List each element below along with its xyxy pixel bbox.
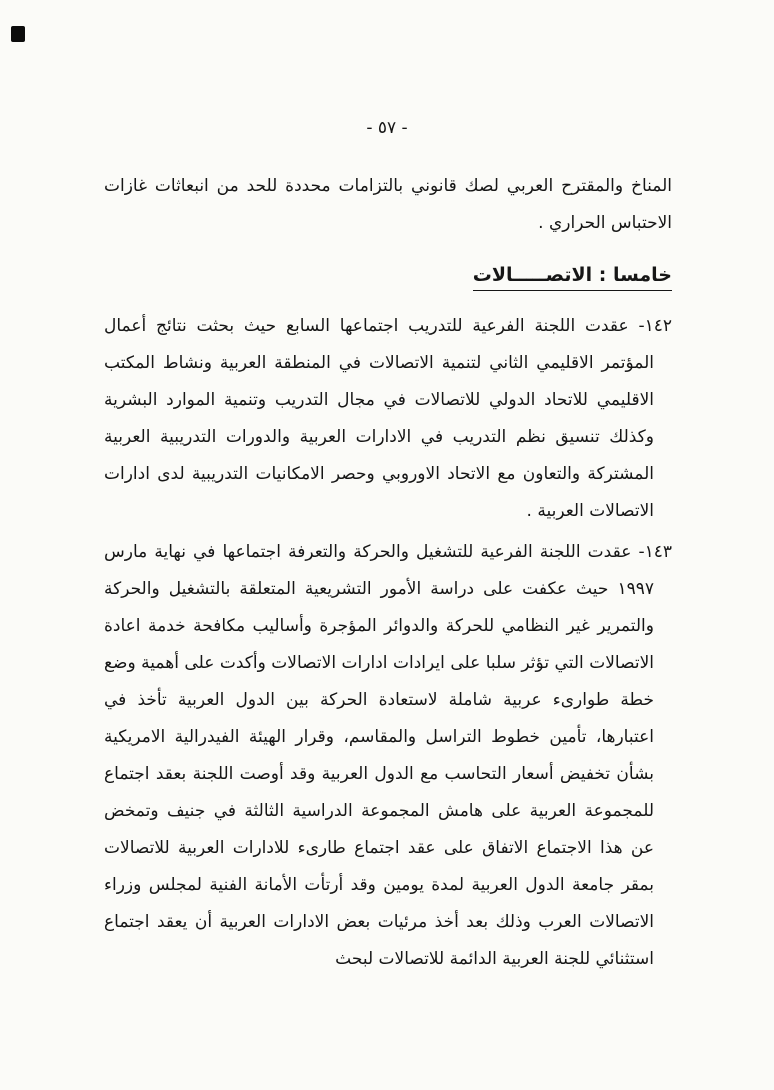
page-number: - ٥٧ - [366, 118, 408, 138]
section-heading-text: خامسا : الاتصـــــالات [473, 264, 672, 291]
paragraph-number: ١٤٢- [638, 316, 672, 336]
intro-paragraph: المناخ والمقترح العربي لصك قانوني بالتزامات محددة للحد من انبعاثات غازات الاحتباس الحراري . [104, 176, 672, 233]
numbered-paragraph [104, 308, 672, 530]
section-heading [104, 258, 672, 292]
scan-artifact-mark [11, 26, 25, 42]
paragraph-text: عقدت اللجنة الفرعية للتدريب اجتماعها السابع حيث بحثت نتائج أعمال المؤتمر الاقليمي الثاني لتنمية الاتصالات في المنطقة العربية ونشاط المكتب الاقليمي للاتحاد الدولي للاتصالات في مجال التدريب وتنمية الموارد البشرية وكذلك تنسيق نظم التدريب في الادارات العربية والدورات التدريبية العربية المشتركة والتعاون مع الاتحاد الاوروبي وحصر الامكانيات التدريبية لدى ادارات الاتصالات العربية . [104, 316, 654, 521]
numbered-paragraph [104, 534, 672, 978]
paragraph-text: عقدت اللجنة الفرعية للتشغيل والحركة والتعرفة اجتماعها في نهاية مارس ١٩٩٧ حيث عكفت على دراسة الأمور التشريعية المتعلقة بالتشغيل والحركة والتمرير غير النظامي للحركة والدوائر المؤجرة وأساليب مكافحة خدمة اعادة الاتصالات التي تؤثر سلبا على ايرادات ادارات الاتصالات وأكدت على أهمية وضع خطة طوارىء عربية شاملة لاستعادة الحركة بين الدول العربية تأخذ في اعتبارها، تأمين خطوط التراسل والمقاسم، وقرار الهيئة الفيدرالية الامريكية بشأن تخفيض أسعار التحاسب مع الدول العربية وقد أوصت اللجنة بعقد اجتماع للمجموعة العربية على هامش المجموعة الدراسية الثالثة في جنيف وتمخض عن هذا الاجتماع الاتفاق على عقد اجتماع طارىء للادارات العربية للاتصالات بمقر جامعة الدول العربية لمدة يومين وقد أرتأت الأمانة الفنية لمجلس وزراء الاتصالات العرب وذلك بعد أخذ مرئيات بعض الادارات العربية أن يعقد اجتماع استثنائي للجنة العربية الدائمة للاتصالات لبحث [104, 542, 654, 969]
paragraph-number: ١٤٣- [638, 542, 672, 562]
document-body [104, 168, 672, 982]
